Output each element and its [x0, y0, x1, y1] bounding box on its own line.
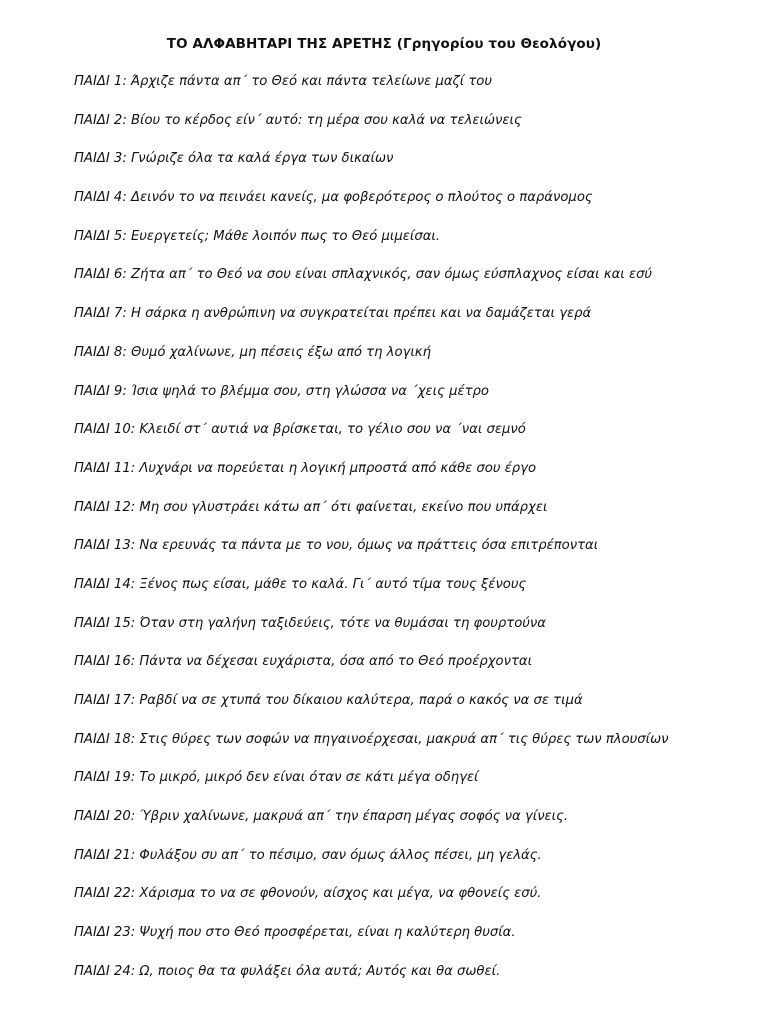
verse-list [74, 72, 754, 1001]
verse-line-9: ΠΑΙΔΙ 9: Ίσια ψηλά το βλέμμα σου, στη γλώσσα να ΄χεις μέτρο [74, 383, 489, 399]
verse-line-3: ΠΑΙΔΙ 3: Γνώριζε όλα τα καλά έργα των δικαίων [74, 151, 394, 167]
verse-line-21: ΠΑΙΔΙ 21: Φυλάξου συ απ΄ το πέσιμο, σαν όμως άλλος πέσει, μη γελάς. [74, 847, 542, 863]
verse-line-6: ΠΑΙΔΙ 6: Ζήτα απ΄ το Θεό να σου είναι σπλαχνικός, σαν όμως εύσπλαχνος είσαι και εσύ [74, 267, 653, 283]
verse-line-16: ΠΑΙΔΙ 16: Πάντα να δέχεσαι ευχάριστα, όσα από το Θεό προέρχονται [74, 654, 533, 670]
verse-line-19: ΠΑΙΔΙ 19: Το μικρό, μικρό δεν είναι όταν σε κάτι μέγα οδηγεί [74, 770, 479, 786]
verse-line-14: ΠΑΙΔΙ 14: Ξένος πως είσαι, μάθε το καλά. Γι΄ αυτό τίμα τους ξένους [74, 576, 527, 592]
document-title: ΤΟ ΑΛΦΑΒΗΤΑΡΙ ΤΗΣ ΑΡΕΤΗΣ (Γρηγορίου του Θεολόγου) [166, 36, 602, 52]
verse-line-8: ΠΑΙΔΙ 8: Θυμό χαλίνωνε, μη πέσεις έξω από τη λογική [74, 344, 431, 360]
verse-line-7: ΠΑΙΔΙ 7: Η σάρκα η ανθρώπινη να συγκρατείται πρέπει και να δαμάζεται γερά [74, 306, 592, 322]
verse-line-1: ΠΑΙΔΙ 1: Άρχιζε πάντα απ΄ το Θεό και πάντα τελείωνε μαζί του [74, 74, 493, 89]
verse-line-18: ΠΑΙΔΙ 18: Στις θύρες των σοφών να πηγαινοέρχεσαι, μακρυά απ΄ τις θύρες των πλουσίων [74, 731, 669, 747]
verse-line-10: ΠΑΙΔΙ 10: Κλειδί στ΄ αυτιά να βρίσκεται, το γέλιο σου να ΄ναι σεμνό [74, 422, 526, 438]
verse-line-17: ΠΑΙΔΙ 17: Ραβδί να σε χτυπά του δίκαιου καλύτερα, παρά ο κακός να σε τιμά [74, 693, 583, 708]
verse-line-13: ΠΑΙΔΙ 13: Να ερευνάς τα πάντα με το νου, όμως να πράττεις όσα επιτρέπονται [74, 538, 599, 554]
verse-line-22: ΠΑΙΔΙ 22: Χάρισμα το να σε φθονούν, αίσχος και μέγα, να φθονείς εσύ. [74, 886, 542, 902]
verse-line-24: ΠΑΙΔΙ 24: Ω, ποιος θα τα φυλάξει όλα αυτά; Αυτός και θα σωθεί. [74, 963, 501, 979]
verse-line-12: ΠΑΙΔΙ 12: Μη σου γλυστράει κάτω απ΄ ότι φαίνεται, εκείνο που υπάρχει [74, 499, 548, 515]
verse-line-15: ΠΑΙΔΙ 15: Όταν στη γαλήνη ταξιδεύεις, τότε να θυμάσαι τη φουρτούνα [74, 615, 546, 631]
verse-line-4: ΠΑΙΔΙ 4: Δεινόν το να πεινάει κανείς, μα φοβερότερος ο πλούτος ο παράνομος [74, 190, 593, 206]
verse-line-2: ΠΑΙΔΙ 2: Βίου το κέρδος είν΄ αυτό: τη μέρα σου καλά να τελειώνεις [74, 112, 522, 128]
verse-line-11: ΠΑΙΔΙ 11: Λυχνάρι να πορεύεται η λογική μπροστά από κάθε σου έργο [74, 460, 537, 476]
verse-line-20: ΠΑΙΔΙ 20: Ύβριν χαλίνωνε, μακρυά απ΄ την έπαρση μέγας σοφός να γίνεις. [74, 809, 569, 825]
verse-line-5: ΠΑΙΔΙ 5: Ευεργετείς; Μάθε λοιπόν πως το Θεό μιμείσαι. [74, 228, 441, 244]
verse-line-23: ΠΑΙΔΙ 23: Ψυχή που στο Θεό προσφέρεται, είναι η καλύτερη θυσία. [74, 925, 516, 941]
